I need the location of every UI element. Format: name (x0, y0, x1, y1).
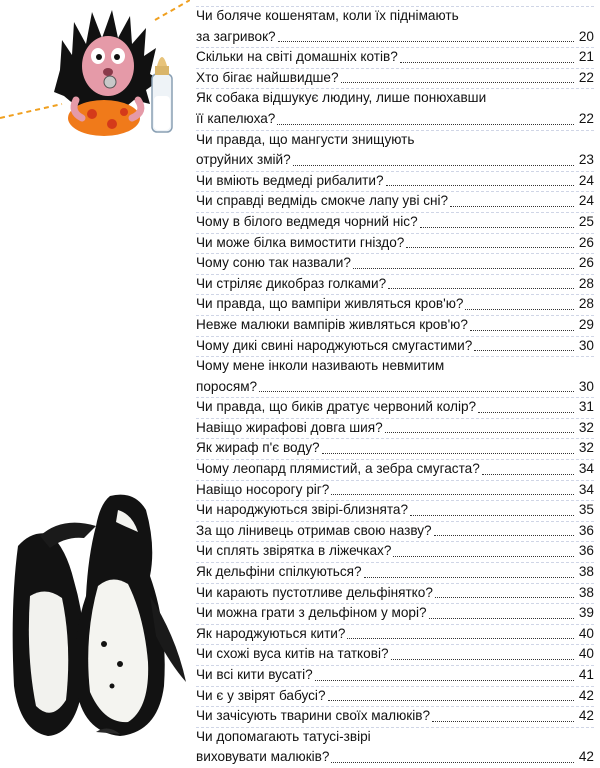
toc-entry (196, 294, 594, 315)
toc-title: отруйних змій? (196, 152, 291, 168)
entry-divider (196, 274, 594, 275)
toc-title: Чи боляче кошенятам, коли їх піднімають (196, 8, 459, 23)
toc-title: Чому соню так назвали? (196, 255, 351, 271)
penguin-icon (75, 495, 186, 736)
page-number: 41 (578, 667, 594, 682)
toc-title: Чому мене інколи називають невмитим (196, 358, 445, 374)
dot-leader (277, 123, 574, 125)
entry-divider (196, 706, 594, 707)
toc-entry (196, 356, 594, 397)
toc-title: Чи стріляє дикобраз голками? (196, 275, 387, 291)
page-number: 39 (578, 605, 594, 621)
toc-title: Чи народжуються звірі-близнята? (196, 502, 409, 518)
page-number: 26 (578, 234, 594, 250)
page-number: 32 (578, 440, 594, 456)
entry-divider (196, 315, 594, 316)
dot-leader (386, 184, 574, 186)
entry-divider (196, 459, 594, 460)
dot-leader (432, 720, 574, 722)
entry-divider (196, 47, 594, 48)
toc-line (196, 356, 594, 377)
toc-title: Чому в білого ведмедя чорний ніс? (196, 213, 418, 229)
toc-title: Чи всі кити вусаті? (196, 667, 313, 682)
toc-entry (196, 315, 594, 336)
page-number: 22 (578, 110, 594, 126)
toc-line (196, 191, 594, 212)
dashed-line (0, 104, 62, 118)
toc-entry (196, 212, 594, 233)
entry-divider (196, 562, 594, 563)
entry-divider (196, 541, 594, 542)
dot-leader (385, 431, 574, 433)
toc-title: Чи сплять звірятка в ліжечках? (196, 543, 392, 559)
toc-title: поросям? (196, 378, 258, 394)
dot-leader (331, 493, 574, 495)
entry-divider (196, 583, 594, 584)
toc-line (196, 727, 594, 748)
toc-entry (196, 603, 594, 624)
toc-title: Чому дикі свині народжуються смугастими? (196, 337, 473, 353)
toc-entry (196, 68, 594, 89)
page-number: 29 (578, 316, 594, 332)
entry-divider (196, 438, 594, 439)
toc-entry (196, 253, 594, 274)
hedgehog-illustration (0, 0, 190, 150)
page-number: 20 (578, 28, 594, 44)
toc-title: Навіщо носорогу ріг? (196, 481, 330, 497)
entry-divider (196, 171, 594, 172)
toc-entry (196, 624, 594, 645)
toc-title: її капелюха? (196, 110, 276, 126)
entry-divider (196, 644, 594, 645)
toc-line (196, 233, 594, 254)
penguins-photo (0, 486, 195, 741)
toc-title: Як собака відшукує людину, лише понюхавши (196, 90, 487, 106)
toc-title: Чи вміють ведмеді рибалити? (196, 172, 384, 188)
toc-line (196, 541, 594, 562)
toc-entry (196, 500, 594, 521)
page-number: 40 (578, 646, 594, 662)
toc-title: Невже малюки вампірів живляться кров'ю? (196, 316, 468, 332)
toc-line (196, 583, 594, 604)
toc-line (196, 459, 594, 480)
dot-leader (474, 349, 574, 351)
toc-title: Чи можна грати з дельфіном у морі? (196, 605, 427, 621)
toc-entry (196, 562, 594, 583)
dot-leader (410, 514, 574, 516)
entry-divider (196, 418, 594, 419)
page-number: 35 (578, 502, 594, 518)
page-number: 42 (578, 749, 594, 765)
dot-leader (478, 411, 574, 413)
dot-leader (406, 246, 574, 248)
toc-entry (196, 583, 594, 604)
dot-leader (391, 658, 574, 660)
toc-line (196, 500, 594, 521)
toc-title: Чи допомагають татусі-звірі (196, 728, 371, 744)
toc-line (196, 315, 594, 336)
toc-line (196, 274, 594, 295)
toc-title: Чи правда, що мангусти знищують (196, 131, 415, 147)
page-number: 24 (578, 193, 594, 209)
dot-leader (364, 576, 574, 578)
toc-line (196, 47, 594, 68)
toc-line (196, 624, 594, 645)
toc-line (196, 377, 594, 398)
toc-line (196, 294, 594, 315)
page-number: 21 (578, 49, 594, 65)
entry-divider (196, 397, 594, 398)
page-number: 42 (578, 687, 594, 703)
dot-leader (482, 473, 574, 475)
entry-divider (196, 212, 594, 213)
page-number: 38 (578, 584, 594, 600)
page-number: 40 (578, 625, 594, 641)
toc-title: Як дельфіни спілкуються? (196, 564, 362, 580)
entry-divider (196, 6, 594, 7)
page-number: 28 (578, 296, 594, 312)
toc-line (196, 480, 594, 501)
dot-leader (435, 596, 574, 598)
page-number: 42 (578, 708, 594, 724)
entry-divider (196, 624, 594, 625)
toc-entry (196, 665, 594, 686)
toc-line (196, 336, 594, 357)
toc-title: Як жираф п'є воду? (196, 440, 320, 456)
toc-line (196, 686, 594, 707)
entry-divider (196, 356, 594, 357)
toc-title: Чи може білка вимостити гніздо? (196, 234, 405, 250)
page-number: 36 (578, 522, 594, 538)
entry-divider (196, 603, 594, 604)
toc-title: Чи зачісують тварини своїх малюків? (196, 708, 431, 724)
dot-leader (400, 61, 574, 63)
toc-line (196, 27, 594, 48)
dot-leader (393, 555, 574, 557)
page-number: 26 (578, 255, 594, 271)
toc-line (196, 171, 594, 192)
page-number: 32 (578, 419, 594, 435)
dot-leader (465, 308, 574, 310)
toc-title: за загривок? (196, 28, 276, 44)
dot-leader (450, 205, 574, 207)
dot-leader (388, 287, 574, 289)
dot-leader (429, 617, 574, 619)
toc-entry (196, 521, 594, 542)
milk-bottle-icon (152, 57, 172, 132)
toc-entry (196, 459, 594, 480)
toc-entry (196, 171, 594, 192)
toc-entry (196, 706, 594, 727)
dot-leader (341, 81, 574, 83)
toc-title: Скільки на світі домашніх котів? (196, 49, 398, 65)
entry-divider (196, 130, 594, 131)
toc-line (196, 644, 594, 665)
toc-title: Хто бігає найшвидше? (196, 69, 339, 85)
entry-divider (196, 68, 594, 69)
page-number: 31 (578, 399, 594, 415)
toc-line (196, 418, 594, 439)
dot-leader (278, 40, 574, 42)
toc-entry (196, 418, 594, 439)
entry-divider (196, 233, 594, 234)
dot-leader (259, 390, 574, 392)
entry-divider (196, 336, 594, 337)
toc-line (196, 562, 594, 583)
page-number: 28 (578, 275, 594, 291)
toc-line (196, 747, 594, 768)
entry-divider (196, 521, 594, 522)
dot-leader (347, 637, 574, 639)
toc-title: Чи правда, що вампіри живляться кров'ю? (196, 296, 464, 312)
toc-line (196, 130, 594, 151)
page-number: 22 (578, 69, 594, 85)
dot-leader (331, 761, 574, 763)
toc-title: Чи схожі вуса китів на таткові? (196, 646, 389, 662)
toc-title: Чи є у звірят бабусі? (196, 687, 326, 703)
toc-entry (196, 274, 594, 295)
dot-leader (434, 534, 574, 536)
toc-entry (196, 6, 594, 47)
page-number: 24 (578, 172, 594, 188)
entry-divider (196, 727, 594, 728)
dot-leader (322, 452, 574, 454)
page-number: 30 (578, 337, 594, 353)
entry-divider (196, 500, 594, 501)
toc-entry (196, 130, 594, 171)
page-number: 38 (578, 564, 594, 580)
toc-line (196, 521, 594, 542)
dot-leader (315, 679, 574, 681)
page-number: 30 (578, 378, 594, 394)
toc-entry (196, 336, 594, 357)
entry-divider (196, 480, 594, 481)
dot-leader (470, 329, 574, 331)
toc-title: За що лінивець отримав свою назву? (196, 522, 432, 538)
page-number: 34 (578, 461, 594, 477)
toc-line (196, 665, 594, 686)
toc-entry (196, 644, 594, 665)
entry-divider (196, 253, 594, 254)
page-number: 36 (578, 543, 594, 559)
dot-leader (353, 267, 574, 269)
toc-entry (196, 233, 594, 254)
toc-title: Чи справді ведмідь смокче лапу уві сні? (196, 193, 449, 209)
page-number: 23 (578, 152, 594, 168)
dot-leader (293, 164, 574, 166)
entry-divider (196, 686, 594, 687)
toc-title: Чому леопард плямистий, а зебра смугаста? (196, 461, 480, 477)
toc-entry (196, 686, 594, 707)
toc-title: Чи правда, що биків дратує червоний колір? (196, 399, 477, 415)
dashed-line (155, 0, 190, 20)
table-of-contents (196, 6, 594, 768)
page-number: 34 (578, 481, 594, 497)
toc-title: Як народжуються кити? (196, 625, 346, 641)
toc-title: виховувати малюків? (196, 749, 330, 765)
toc-line (196, 212, 594, 233)
entry-divider (196, 191, 594, 192)
toc-entry (196, 88, 594, 129)
entry-divider (196, 665, 594, 666)
toc-entry (196, 438, 594, 459)
toc-line (196, 438, 594, 459)
toc-line (196, 397, 594, 418)
toc-entry (196, 191, 594, 212)
toc-entry (196, 47, 594, 68)
toc-line (196, 603, 594, 624)
toc-line (196, 88, 594, 109)
toc-line (196, 68, 594, 89)
toc-entry (196, 480, 594, 501)
entry-divider (196, 294, 594, 295)
toc-title: Чи карають пустотливе дельфінятко? (196, 584, 433, 600)
dot-leader (420, 226, 574, 228)
toc-line (196, 109, 594, 130)
toc-title: Навіщо жирафові довга шия? (196, 419, 383, 435)
toc-line (196, 6, 594, 27)
toc-line (196, 253, 594, 274)
page-number: 25 (578, 213, 594, 229)
toc-line (196, 150, 594, 171)
hedgehog-icon (54, 10, 160, 136)
toc-line (196, 706, 594, 727)
toc-entry (196, 727, 594, 768)
toc-entry (196, 541, 594, 562)
dot-leader (328, 699, 574, 701)
entry-divider (196, 88, 594, 89)
toc-entry (196, 397, 594, 418)
